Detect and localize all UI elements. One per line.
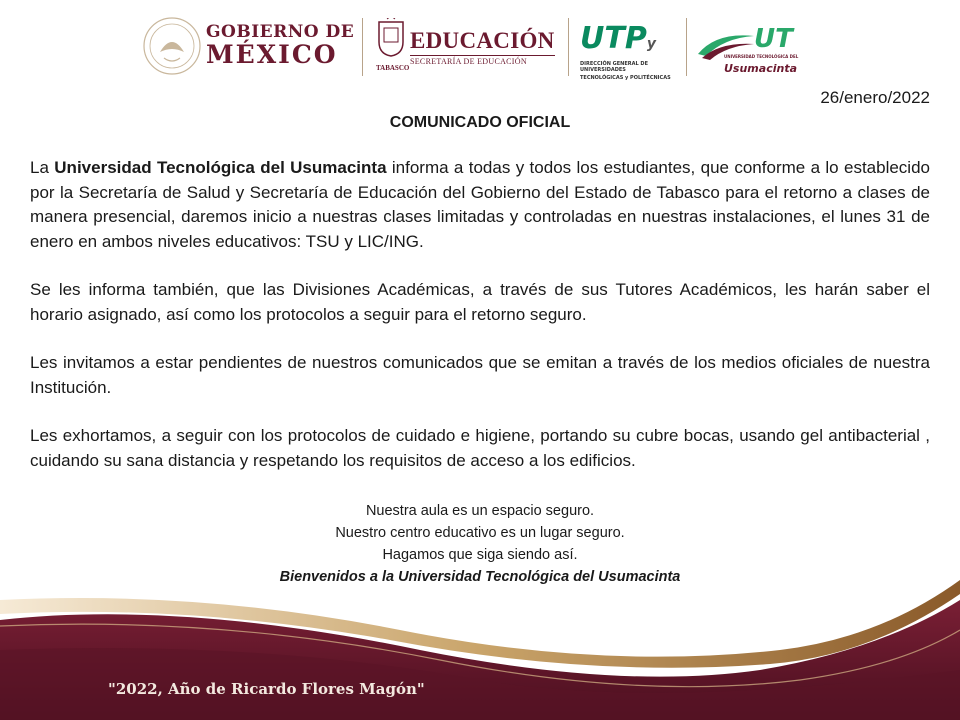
header-logos <box>140 14 820 80</box>
educacion-title: EDUCACIÓN <box>410 28 555 53</box>
paragraph-4: Les exhortamos, a seguir con los protocolos de cuidado e higiene, portando su cubre bocas, usando gel antibacterial , cuidando su sana distancia y respetando los requisitos de acceso a los edificios. <box>30 426 930 470</box>
tabasco-caption: TABASCO <box>376 64 410 72</box>
logo-divider <box>686 18 687 76</box>
gobierno-mexico-logo <box>206 22 354 68</box>
tabasco-shield-icon <box>376 18 406 58</box>
utp-y: y <box>646 36 656 52</box>
footer-motto: "2022, Año de Ricardo Flores Magón" <box>108 680 425 698</box>
utp-caption-2: TECNOLÓGICAS y POLITÉCNICAS <box>580 75 671 81</box>
p1-university-name: Universidad Tecnológica del Usumacinta <box>54 158 387 177</box>
logo-divider <box>362 18 363 76</box>
paragraph-2: Se les informa también, que las Divisiones Académicas, a través de sus Tutores Académicos, les harán saber el horario asignado, así como los protocolos a seguir para el retorno seguro. <box>30 280 930 324</box>
gobierno-line2: MÉXICO <box>206 40 338 69</box>
ut-small-caption: UNIVERSIDAD TECNOLÓGICA DEL <box>724 54 799 59</box>
educacion-logo <box>410 28 555 66</box>
logo-divider <box>568 18 569 76</box>
paragraph-3: Les invitamos a estar pendientes de nuestros comunicados que se emitan a través de los medios oficiales de nuestra Institución. <box>30 353 930 397</box>
educacion-subtitle: SECRETARÍA DE EDUCACIÓN <box>410 55 555 66</box>
p1-pre: La <box>30 158 55 177</box>
national-seal-icon <box>142 16 202 76</box>
p1-rest: informa a todas y todos los estudiantes, que conforme a lo establecido por la Secretaría de Salud y Secretaría de Educación del Gobierno del Estado de Tabasco para el retorno a clases de manera presencial, daremos inicio a nuestras clases limitadas y controladas en nuestras instalaciones, el lunes 31 de enero en ambos niveles educativos: TSU y LIC/ING. <box>30 158 930 251</box>
gobierno-line1: GOBIERNO DE <box>206 22 355 42</box>
closing-welcome: Bienvenidos a la Universidad Tecnológica del Usumacinta <box>279 569 681 585</box>
paragraph-1 <box>30 156 930 254</box>
document-title: COMUNICADO OFICIAL <box>389 114 571 131</box>
utp-logo <box>580 21 680 81</box>
document-body <box>30 156 930 497</box>
closing-line-1: Nuestra aula es un espacio seguro. <box>365 503 595 519</box>
utp-caption-1: DIRECCIÓN GENERAL DE UNIVERSIDADES <box>580 61 648 73</box>
ut-name: Usumacinta <box>724 62 797 75</box>
utp-mark: UTP <box>580 21 647 56</box>
ut-usumacinta-logo <box>696 24 810 80</box>
closing-line-3: Hagamos que siga siendo así. <box>382 547 578 563</box>
closing-line-2: Nuestro centro educativo es un lugar seguro. <box>335 525 625 541</box>
document-date: 26/enero/2022 <box>820 88 930 107</box>
ut-mark: UT <box>754 24 793 54</box>
